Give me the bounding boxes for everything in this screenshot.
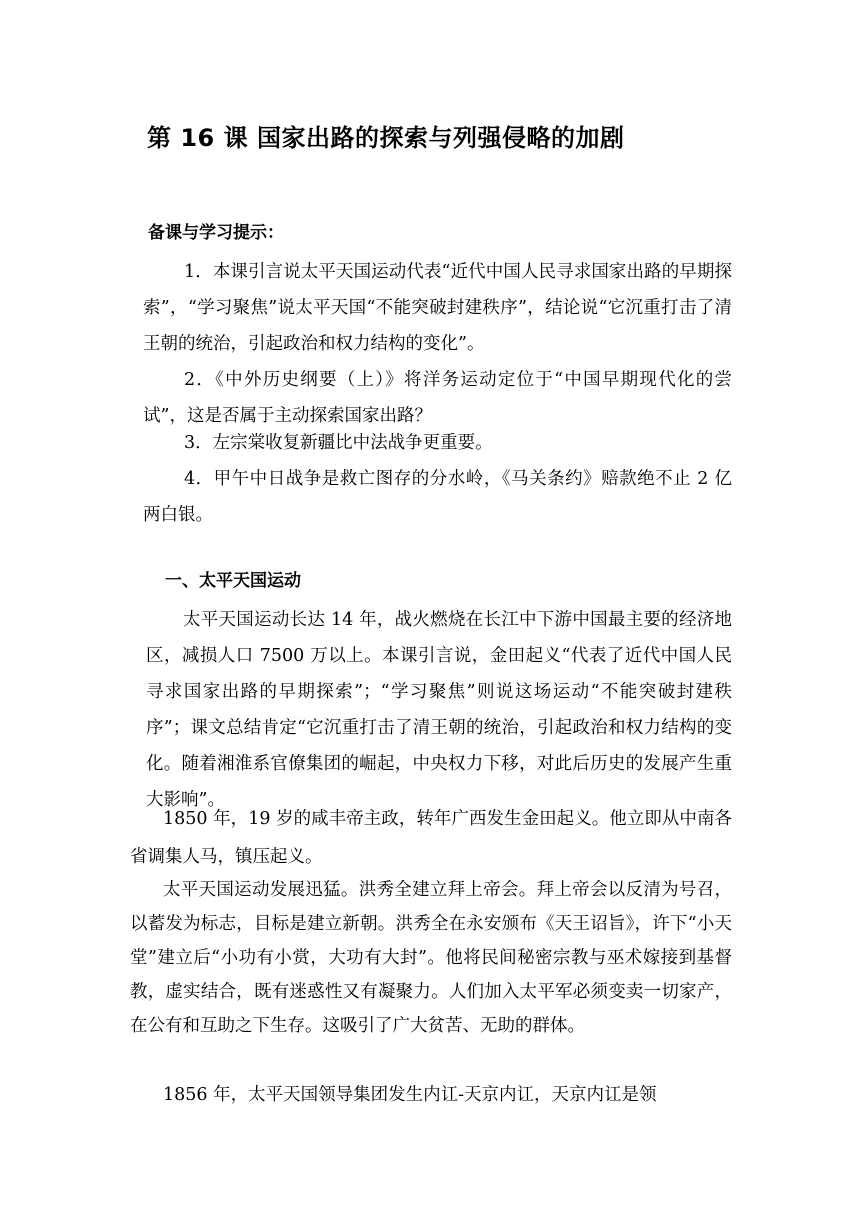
section-paragraph-1: 太平天国运动长达 14 年，战火燃烧在长江中下游中国最主要的经济地区，减损人口 7500 万以上。本课引言说，金田起义“代表了近代中国人民寻求国家出路的早期探索”；“学习聚焦”则说这场运动“不能突破封建秩序”；课文总结肯定“它沉重打击了清王朝的统治，引起政治和权力结构的变化。随着湘淮系官僚集团的崛起，中央权力下移，对此后历史的发展产生重大影响”。 bbox=[146, 610, 732, 810]
prep-heading: 备课与学习提示： bbox=[148, 223, 284, 243]
section-heading-taiping: 一、太平天国运动 bbox=[165, 571, 301, 591]
section-paragraph-4: 1856 年，太平天国领导集团发生内讧-天京内讧，天京内讧是领 bbox=[163, 1085, 657, 1105]
prep-item-3: 3．左宗棠收复新疆比中法战争更重要。 bbox=[184, 433, 493, 453]
prep-item-1: 1．本课引言说太平天国运动代表“近代中国人民寻求国家出路的早期探索”，“学习聚焦”说太平天国“不能突破封建秩序”，结论说“它沉重打击了清王朝的统治，引起政治和权力结构的变化”。 bbox=[143, 262, 732, 354]
prep-item-4: 4．甲午中日战争是救亡图存的分水岭，《马关条约》赔款绝不止 2 亿两白银。 bbox=[143, 469, 732, 525]
prep-item-2: 2．《中外历史纲要（上）》将洋务运动定位于“中国早期现代化的尝试”，这是否属于主动探索国家出路？ bbox=[143, 370, 732, 426]
lesson-title: 第 16 课 国家出路的探索与列强侵略的加剧 bbox=[147, 124, 625, 152]
section-paragraph-2: 1850 年，19 岁的咸丰帝主政，转年广西发生金田起义。他立即从中南各省调集人马，镇压起义。 bbox=[130, 809, 732, 867]
section-paragraph-3: 太平天国运动发展迅猛。洪秀全建立拜上帝会。拜上帝会以反清为号召，以蓄发为标志，目标是建立新朝。洪秀全在永安颁布《天王诏旨》，许下“小天堂”建立后“小功有小赏，大功有大封”。他将民间秘密宗教与巫术嫁接到基督教，虚实结合，既有迷惑性又有凝聚力。人们加入太平军必须变卖一切家产，在公有和互助之下生存。这吸引了广大贫苦、无助的群体。 bbox=[130, 880, 732, 1036]
